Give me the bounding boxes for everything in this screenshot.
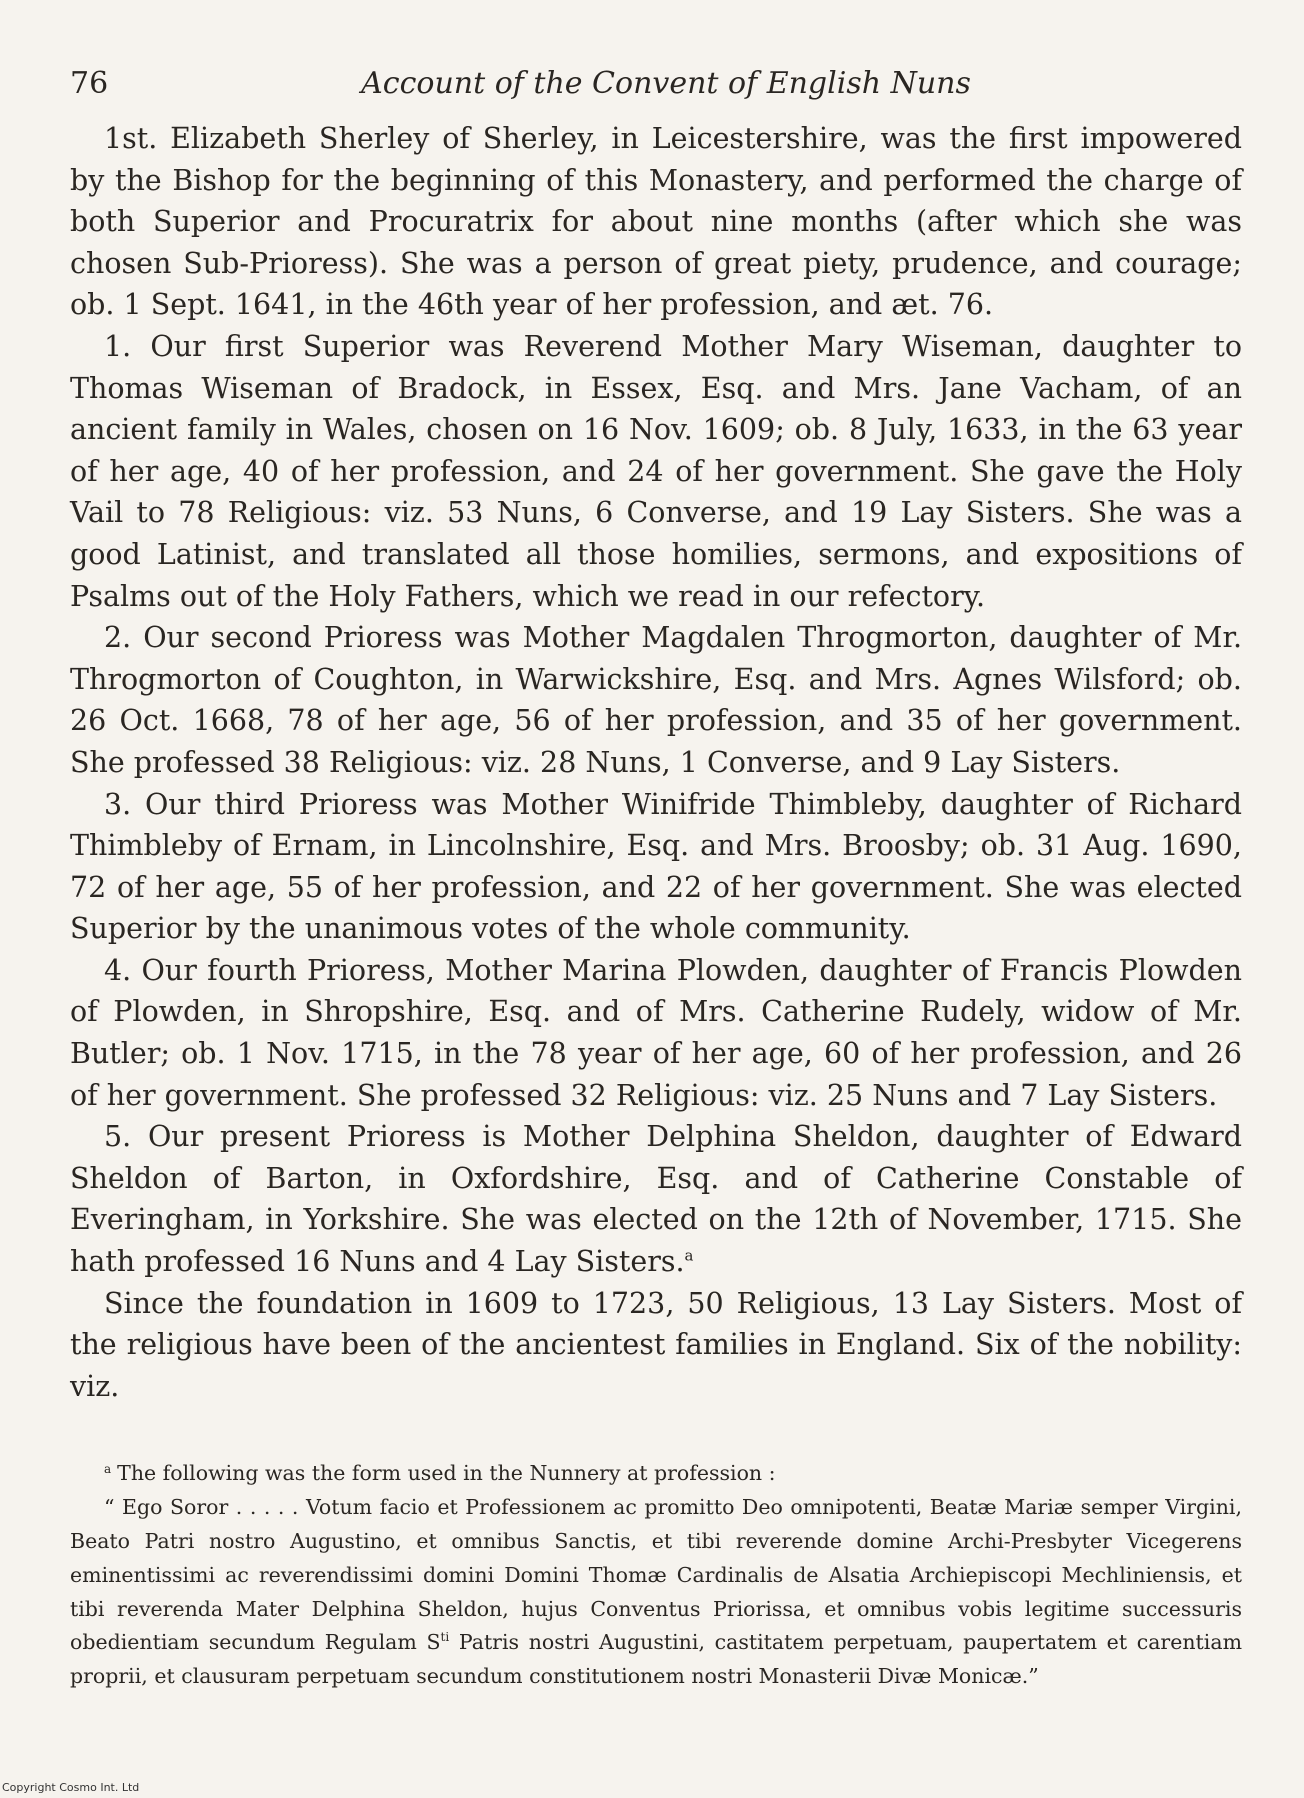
paragraph-elizabeth-sherley: 1st. Elizabeth Sherley of Sherley, in Leicestershire, was the first impowered by the Bishop for the beginning of this Monastery, and performed the charge of both Superior and Procuratrix for about nine months (after which she was chosen Sub-Prioress). She was a person of great piety, prudence, and courage; ob. 1 Sept. 1641, in the 46th year of her profession, and æt. 76. — [70, 122, 1242, 322]
footnote-reference-marker: a — [684, 1246, 694, 1265]
footnote-intro: $^a$ The following was the form used in the Nunnery at profession : — [104, 1461, 776, 1486]
saint-abbreviation-superscript: ti — [440, 1630, 450, 1645]
page-number: 76 — [70, 66, 109, 101]
document-page — [70, 60, 1242, 1694]
copyright-watermark: Copyright Cosmo Int. Ltd — [2, 1781, 140, 1794]
paragraph-mary-wiseman: 1. Our first Superior was Reverend Mother Mary Wiseman, daughter to Thomas Wiseman of Bradock, in Essex, Esq. and Mrs. Jane Vacham, of an ancient family in Wales, chosen on 16 Nov. 1609; ob. 8 July, 1633, in the 63 year of her age, 40 of her profession, and 24 of her government. She gave the Holy Vail to 78 Religious: viz. 53 Nuns, 6 Converse, and 19 Lay Sisters. She was a good Latinist, and translated all those homilies, sermons, and expositions of Psalms out of the Holy Fathers, which we read in our refectory. — [70, 329, 1242, 613]
body-text — [70, 118, 1242, 1407]
footnote-latin-quote: “ Ego Soror . . . . . Votum facio et Professionem ac promitto Deo omnipotenti, Beatæ Mariæ semper Virgini, Beato Patri nostro Augustino, et omnibus Sanctis, et tibi reverende domine Archi-Presbyter Vicegerens eminentissimi ac reverendissimi domini Domini Thomæ Cardinalis de Alsatia Archiepiscopi Mechliniensis, et tibi reverenda Mater Delphina Sheldon, hujus Conventus Priorissa, et omnibus vobis legitime successuris obedientiam secundum Regulam $S^{ti}$ Patris nostri Augustini, castitatem perpetuam, paupertatem et carentiam proprii, et clausuram perpetuam secundum constitutionem nostri Monasterii Divæ Monicæ.” — [70, 1495, 1243, 1689]
paragraph-marina-plowden: 4. Our fourth Prioress, Mother Marina Plowden, daughter of Francis Plowden of Plowden, in Shropshire, Esq. and of Mrs. Catherine Rudely, widow of Mr. Butler; ob. 1 Nov. 1715, in the 78 year of her age, 60 of her profession, and 26 of her government. She professed 32 Religious: viz. 25 Nuns and 7 Lay Sisters. — [70, 953, 1242, 1112]
footnote-marker: a — [104, 1461, 112, 1476]
paragraph-delphina-sheldon: 5. Our present Prioress is Mother Delphina Sheldon, daughter of Edward Sheldon of Barton, in Oxfordshire, Esq. and of Catherine Constable of Everingham, in Yorkshire. She was elected on the 12th of November, 1715. She hath professed 16 Nuns and 4 Lay Sisters.$^a$ — [70, 1120, 1242, 1279]
footnote-section — [70, 1457, 1242, 1694]
page-header — [70, 60, 1242, 110]
running-title: Account of the Convent of English Nuns — [361, 66, 971, 101]
paragraph-winifride-thimbleby: 3. Our third Prioress was Mother Winifride Thimbleby, daughter of Richard Thimbleby of Ernam, in Lincolnshire, Esq. and Mrs. Broosby; ob. 31 Aug. 1690, 72 of her age, 55 of her profession, and 22 of her government. She was elected Superior by the unanimous votes of the whole community. — [70, 787, 1242, 946]
paragraph-magdalen-throgmorton: 2. Our second Prioress was Mother Magdalen Throgmorton, daughter of Mr. Throgmorton of Coughton, in Warwickshire, Esq. and Mrs. Agnes Wilsford; ob. 26 Oct. 1668, 78 of her age, 56 of her profession, and 35 of her government. She professed 38 Religious: viz. 28 Nuns, 1 Converse, and 9 Lay Sisters. — [70, 621, 1242, 779]
paragraph-foundation: Since the foundation in 1609 to 1723, 50 Religious, 13 Lay Sisters. Most of the religious have been of the ancientest families in England. Six of the nobility: viz. — [70, 1286, 1242, 1403]
